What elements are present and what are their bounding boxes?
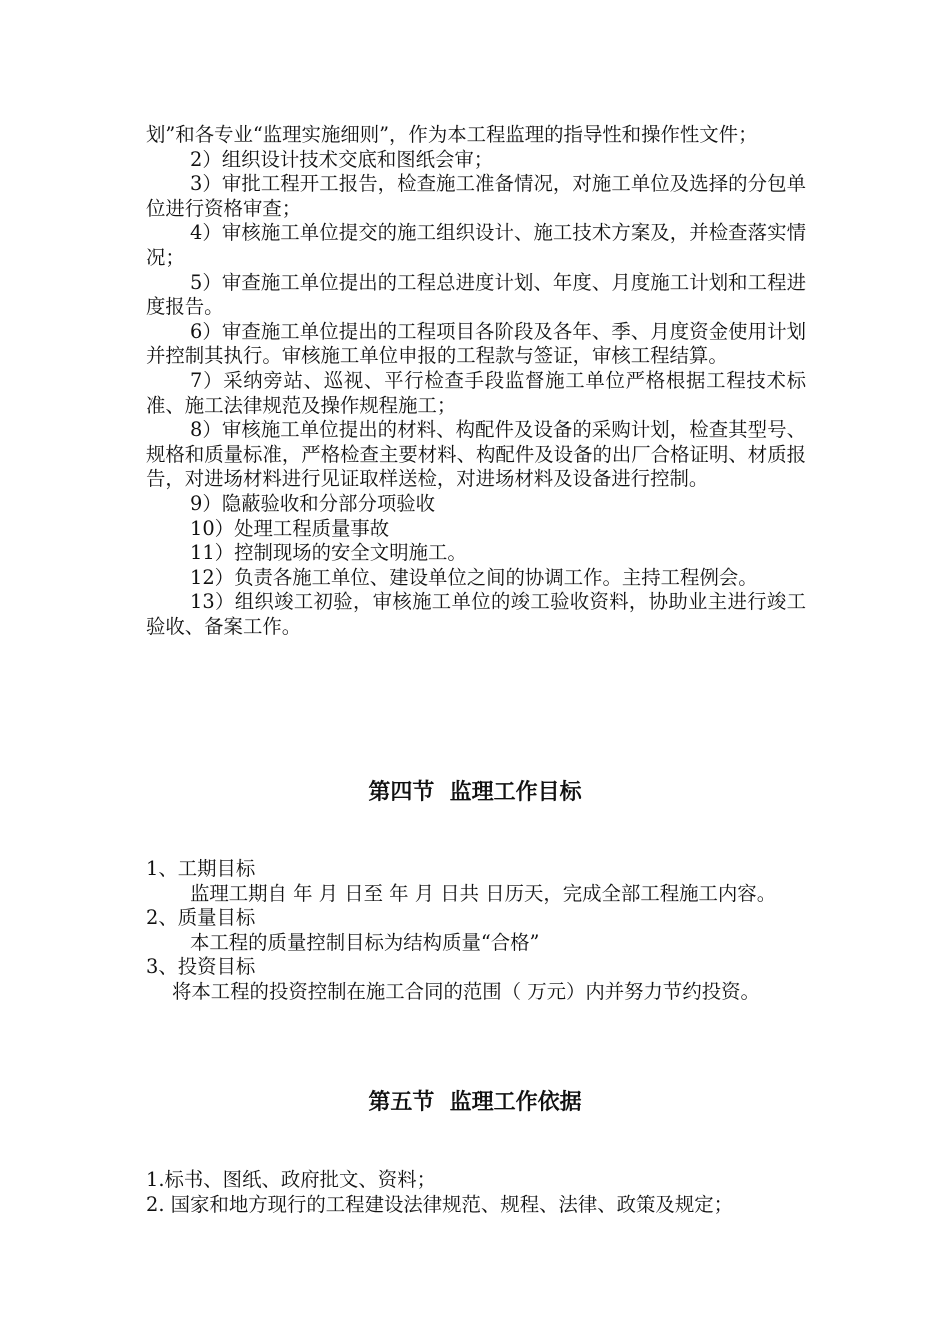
section-heading-4: 第四节 监理工作目标 xyxy=(368,780,582,805)
list-item: 8）审核施工单位提出的材料、构配件及设备的采购计划，检查其型号、规格和质量标准，严格检查主要材料、构配件及设备的出厂合格证明、材质报告，对进场材料进行见证取样送检，对进场材料及设备进行控制。 xyxy=(146,418,806,491)
goal-text-schedule: 监理工期自 年 月 日至 年 月 日共 日历天，完成全部工程施工内容。 xyxy=(190,881,777,905)
goal-title-investment: 3、投资目标 xyxy=(146,955,256,979)
goal-text-quality: 本工程的质量控制目标为结构质量“合格” xyxy=(190,930,540,954)
list-item: 11）控制现场的安全文明施工。 xyxy=(190,541,467,565)
paragraph-continuation: 划”和各专业“监理实施细则”，作为本工程监理的指导性和操作性文件； xyxy=(146,123,758,146)
list-item: 10）处理工程质量事故 xyxy=(190,516,390,540)
list-item: 6）审查施工单位提出的工程项目各阶段及各年、季、月度资金使用计划并控制其执行。审核施工单位申报的工程款与签证，审核工程结算。 xyxy=(146,319,806,368)
list-item: 3）审批工程开工报告，检查施工准备情况，对施工单位及选择的分包单位进行资格审查； xyxy=(146,172,806,220)
supervision-duties-list xyxy=(146,123,806,639)
list-item: 13）组织竣工初验，审核施工单位的竣工验收资料，协助业主进行竣工验收、备案工作。 xyxy=(146,590,806,638)
basis-item: 2. 国家和地方现行的工程建设法律规范、规程、法律、政策及规定； xyxy=(146,1192,733,1216)
basis-item: 1.标书、图纸、政府批文、资料； xyxy=(146,1168,436,1191)
work-basis-list xyxy=(146,1168,806,1217)
goal-title-quality: 2、质量目标 xyxy=(146,906,256,930)
list-item: 5）审查施工单位提出的工程总进度计划、年度、月度施工计划和工程进度报告。 xyxy=(146,270,806,319)
list-item: 12）负责各施工单位、建设单位之间的协调工作。主持工程例会。 xyxy=(190,565,758,589)
list-item: 4）审核施工单位提交的施工组织设计、施工技术方案及，并检查落实情况； xyxy=(146,221,806,269)
list-item: 9）隐蔽验收和分部分项验收 xyxy=(190,491,436,515)
section-heading-5: 第五节 监理工作依据 xyxy=(368,1090,582,1115)
goal-title-schedule: 1、工期目标 xyxy=(146,857,256,880)
work-goals xyxy=(146,857,806,1005)
list-item: 7）采纳旁站、巡视、平行检查手段监督施工单位严格根据工程技术标准、施工法律规范及操作规程施工； xyxy=(146,368,806,417)
list-item: 2）组织设计技术交底和图纸会审； xyxy=(190,147,494,171)
goal-text-investment: 将本工程的投资控制在施工合同的范围（ 万元）内并努力节约投资。 xyxy=(172,979,760,1003)
